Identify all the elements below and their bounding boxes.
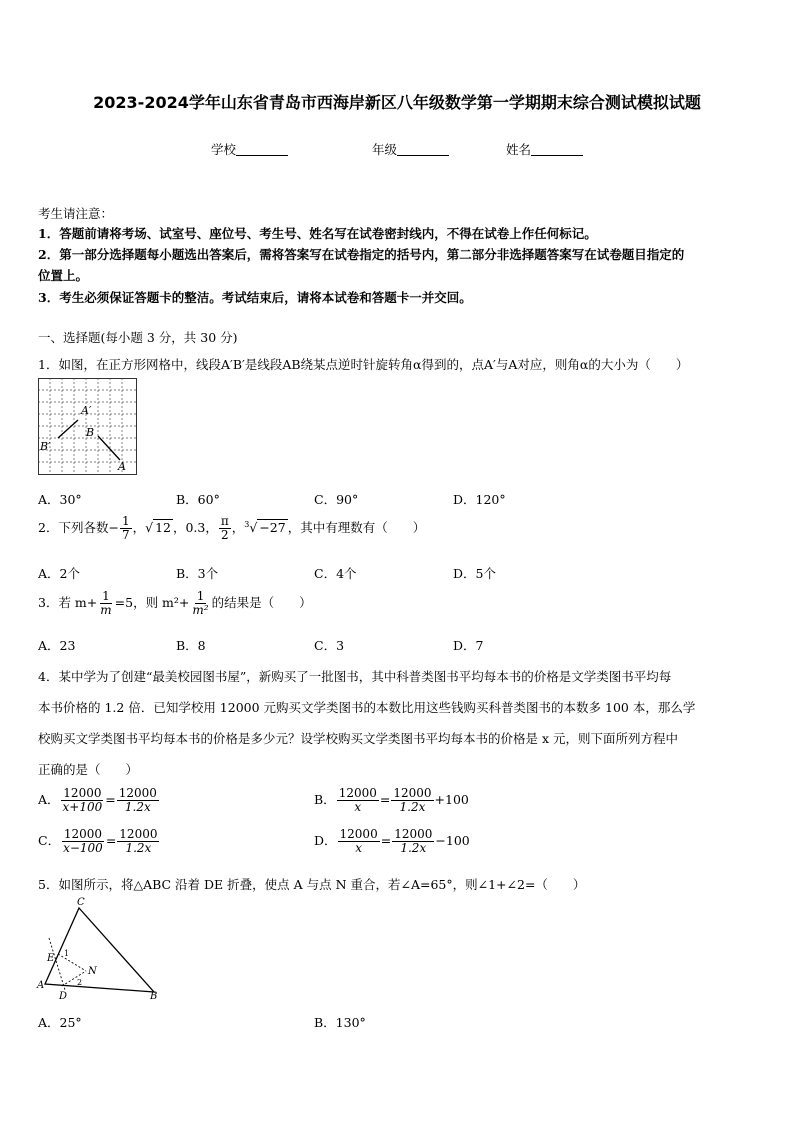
q1-label-a: A [118, 460, 126, 473]
page-title: 2023-2024学年山东省青岛市西海岸新区八年级数学第一学期期末综合测试模拟试题 [93, 93, 701, 112]
q4-c-right-num: 12000 [119, 827, 158, 841]
q1-label-a-prime: A′ [81, 404, 92, 417]
q4-d-eq: = [380, 833, 392, 849]
grade-blank[interactable] [397, 143, 449, 156]
q4-d-left-den: x [355, 841, 363, 856]
q4-d-left-num: 12000 [339, 827, 378, 841]
q5-label-d: D [59, 991, 68, 1002]
q5-label-1: 1 [64, 949, 70, 958]
q2-sqrt-value: 12 [155, 520, 171, 536]
school-blank[interactable] [236, 143, 288, 156]
q3-fraction-1-num: 1 [102, 589, 110, 603]
q5-label-n: N [88, 966, 97, 977]
q5-triangle-figure [36, 895, 166, 1003]
name-field[interactable] [506, 140, 583, 158]
question-5-text: 5．如图所示，将△ABC 沿着 DE 折叠，使点 A 与点 N 重合，若∠A=65°，则∠1+∠2=（ ） [38, 877, 586, 892]
q4-b-right-den: 1.2x [399, 800, 426, 815]
q1-option-d[interactable]: D．120° [453, 492, 506, 507]
q4-a-right-den: 1.2x [124, 800, 151, 815]
q2-suffix: ，其中有理数有（ ） [287, 520, 426, 536]
q3-fraction-1 [98, 590, 113, 617]
q4-b-left [337, 787, 379, 814]
q3-suffix: 的结果是（ ） [211, 595, 312, 611]
q2-fraction-1-num: 1 [121, 514, 130, 528]
q1-option-c[interactable]: C．90° [314, 492, 359, 507]
q4-option-c[interactable] [38, 828, 160, 855]
section-heading: 一、选择题(每小题 3 分，共 30 分) [38, 330, 238, 345]
q3-prefix: 3．若 m+ [38, 595, 98, 611]
q2-cbrt-symbol: √ [249, 520, 258, 536]
q4-d-tail: −100 [435, 833, 470, 849]
q3-option-c[interactable]: C．3 [314, 638, 345, 653]
notice-item-1: 1．答题前请将考场、试室号、座位号、考生号、姓名写在试卷密封线内，不得在试卷上作任何标记。 [38, 226, 597, 241]
q5-label-b: B [150, 991, 158, 1002]
q4-b-left-den: x [354, 800, 362, 815]
q3-option-d[interactable]: D．7 [453, 638, 484, 653]
q2-cbrt-index: 3 [244, 520, 250, 530]
grade-label: 年级 [372, 142, 398, 157]
q4-c-left [61, 828, 105, 855]
q4-option-b[interactable] [314, 787, 469, 814]
q4-b-eq: = [379, 792, 391, 808]
q4-option-c-label: C． [38, 833, 61, 849]
q4-b-right [391, 787, 433, 814]
q4-c-eq: = [105, 833, 117, 849]
q4-a-right-num: 12000 [118, 786, 157, 800]
q4-option-a[interactable] [38, 787, 160, 814]
q1-grid-figure [38, 378, 138, 478]
q4-a-left-num: 12000 [63, 786, 102, 800]
q3-fraction-2-num: 1 [196, 589, 205, 603]
q3-mid: =5，则 m²+ [114, 595, 190, 611]
q3-option-b[interactable]: B．8 [176, 638, 206, 653]
q2-mid: ，0.3， [172, 520, 218, 536]
question-4-line-2: 本书价格的 1.2 倍．已知学校用 12000 元购买文学类图书的本数比用这些钱购买科普类图书的本数多 100 本，那么学 [38, 700, 696, 715]
q4-option-d-label: D． [314, 833, 337, 849]
notice-heading: 考生请注意： [38, 206, 114, 221]
q2-option-a[interactable]: A．2个 [38, 566, 80, 581]
q2-fraction-2 [219, 515, 231, 542]
notice-item-2: 2．第一部分选择题每小题选出答案后，需将答案写在试卷指定的括号内，第二部分非选择题答案写在试卷题目指定的 [38, 247, 685, 262]
q1-option-b[interactable]: B．60° [176, 492, 220, 507]
q1-label-b: B [86, 426, 95, 439]
q3-fraction-1-den: m [100, 603, 112, 618]
q4-c-left-num: 12000 [63, 827, 103, 841]
question-1-text: 1．如图，在正方形网格中，线段A′B′是线段AB绕某点逆时针旋转角α得到的，点A′与A对应，则角α的大小为（ ） [38, 357, 689, 372]
q4-a-eq: = [105, 792, 116, 808]
q2-sep-1: ， [132, 520, 146, 536]
q4-a-right [117, 787, 159, 814]
question-4-line-1: 4．某中学为了创建“最美校园图书屋”，新购买了一批图书，其中科普类图书平均每本书的价格是文学类图书平均每 [38, 669, 672, 684]
q4-d-left [338, 828, 380, 855]
q2-cbrt-value: −27 [259, 520, 286, 536]
q2-sqrt-symbol: √ [145, 520, 154, 536]
q2-option-d[interactable]: D．5个 [453, 566, 496, 581]
q4-option-a-label: A． [38, 792, 60, 808]
q4-b-left-num: 12000 [338, 786, 377, 800]
q4-c-right-den: 1.2x [125, 841, 152, 856]
question-2-text [38, 515, 425, 542]
name-blank[interactable] [531, 143, 583, 156]
q4-d-right [392, 828, 434, 855]
notice-item-3: 3．考生必须保证答题卡的整洁。考试结束后，请将本试卷和答题卡一并交回。 [38, 290, 472, 305]
q5-option-a[interactable]: A．25° [38, 1015, 82, 1030]
question-3-text [38, 590, 312, 617]
q4-b-right-num: 12000 [393, 786, 432, 800]
q3-fraction-2-den: m² [192, 603, 209, 618]
q4-option-b-label: B． [314, 792, 336, 808]
q3-option-a[interactable]: A．23 [38, 638, 76, 653]
q5-option-b[interactable]: B．130° [314, 1015, 366, 1030]
q2-option-c[interactable]: C．4个 [314, 566, 357, 581]
q5-label-e: E [47, 953, 55, 964]
q4-d-right-den: 1.2x [400, 841, 427, 856]
school-field[interactable] [211, 140, 288, 158]
q4-option-d[interactable] [314, 828, 470, 855]
q1-option-a[interactable]: A．30° [38, 492, 82, 507]
q2-fraction-2-den: 2 [220, 528, 229, 543]
q2-fraction-1 [120, 515, 132, 542]
q2-fraction-1-den: 7 [121, 528, 130, 543]
q2-option-b[interactable]: B．3个 [176, 566, 219, 581]
q5-label-c: C [77, 897, 85, 908]
notice-item-2-cont: 位置上。 [38, 268, 89, 283]
q4-a-left-den: x+100 [62, 800, 103, 815]
q2-sep-2: ， [231, 520, 245, 536]
q4-c-right [117, 828, 159, 855]
q4-a-left [61, 787, 105, 814]
question-4-line-3: 校购买文学类图书平均每本书的价格是多少元？设学校购买文学类图书平均每本书的价格是 x 元，则下面所列方程中 [38, 731, 678, 746]
q5-label-2: 2 [77, 978, 83, 987]
q1-label-b-prime: B′ [40, 440, 51, 453]
q4-c-left-den: x−100 [63, 841, 103, 856]
question-4-line-4: 正确的是（ ） [38, 762, 139, 777]
q2-prefix: 2．下列各数− [38, 520, 119, 536]
q4-d-right-num: 12000 [394, 827, 433, 841]
school-label: 学校 [211, 142, 237, 157]
q2-fraction-2-num: π [220, 514, 229, 528]
q3-fraction-2 [190, 590, 210, 617]
grade-field[interactable] [372, 140, 449, 158]
q5-label-a: A [37, 980, 45, 991]
q4-b-tail: +100 [434, 792, 469, 808]
name-label: 姓名 [506, 142, 532, 157]
